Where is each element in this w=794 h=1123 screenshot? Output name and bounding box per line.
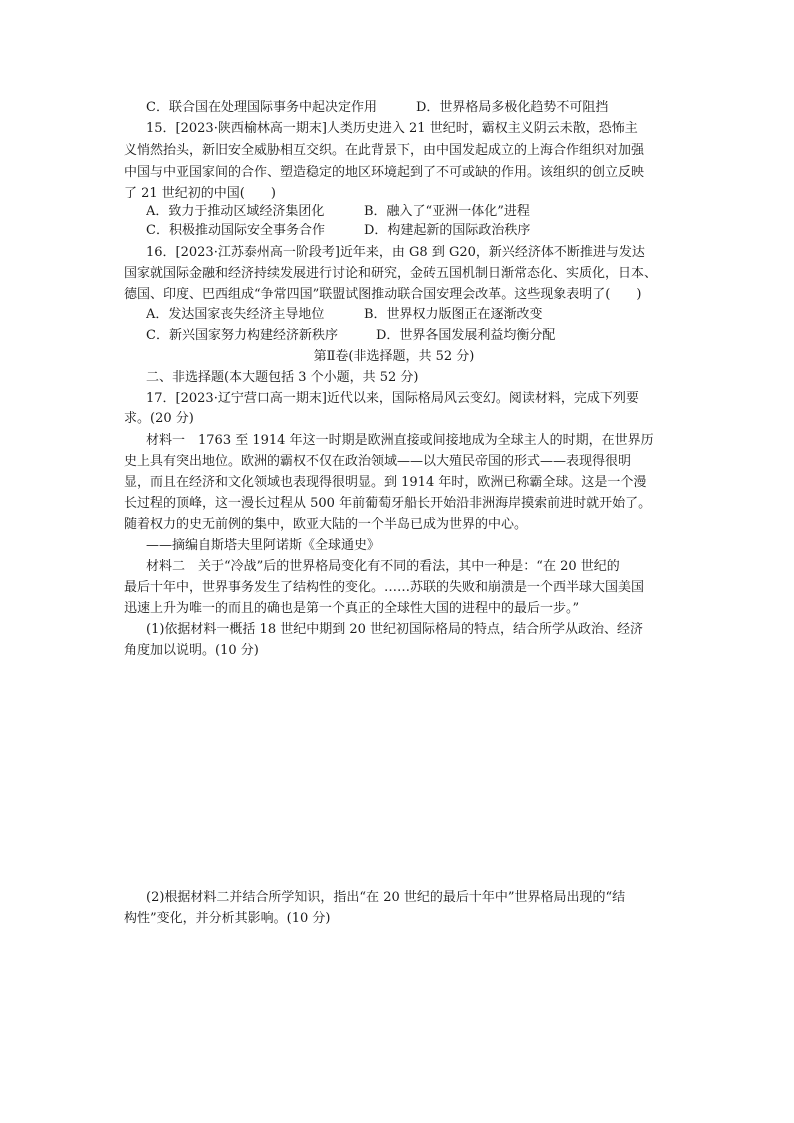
q15-option-c: C．积极推动国际安全事务合作 [146, 223, 325, 238]
q16-option-row-ab [146, 307, 686, 323]
q16-option-a: A．发达国家丧失经济主导地位 [146, 307, 325, 322]
q17-stem-line-1: 17．[2023·辽宁营口高一期末]近代以来，国际格局风云变幻。阅读材料，完成下列要 [146, 391, 639, 406]
q15-stem-line-3: 中国与中亚国家间的合作、塑造稳定的地区环境起到了不可或缺的作用。该组织的创立反映 [124, 165, 645, 180]
section-2-heading: 二、非选择题(本大题包括 3 个小题，共 52 分) [146, 370, 419, 385]
q15-option-b: B．融入了“亚洲一体化”进程 [364, 204, 530, 219]
q16-option-d: D．世界各国发展利益均衡分配 [376, 328, 556, 343]
q17-material-2-line-3: 迅速上升为唯一的而且的确也是第一个真正的全球性大国的进程中的最后一步。” [124, 601, 580, 616]
q15-stem-line-1: 15．[2023·陕西榆林高一期末]人类历史进入 21 世纪时，霸权主义阴云未散，恐怖主 [146, 121, 638, 136]
q15-stem-line-2: 义悄然抬头，新旧安全威胁相互交织。在此背景下，由中国发起成立的上海合作组织对加强 [124, 143, 645, 158]
q17-material-1-line-2: 史上具有突出地位。欧洲的霸权不仅在政治领域——以大殖民帝国的形式——表现得很明 [124, 454, 632, 469]
q17-material-2-line-2: 最后十年中，世界事务发生了结构性的变化。……苏联的失败和崩溃是一个西半球大国美国 [124, 580, 645, 595]
q15-option-row-cd [146, 223, 686, 239]
section-2-title: 第Ⅱ卷(非选择题，共 52 分) [313, 349, 475, 364]
answer-space-2[interactable] [124, 932, 664, 1112]
q14-option-d: D．世界格局多极化趋势不可阻挡 [416, 100, 609, 115]
q15-stem-line-4: 了 21 世纪初的中国( ) [124, 186, 276, 201]
q17-material-1-line-3: 显，而且在经济和文化领域也表现得很明显。到 1914 年时，欧洲已称霸全球。这是一个漫 [124, 475, 647, 490]
q17-material-1-source: ——摘编自斯塔夫里阿诺斯《全球通史》 [146, 538, 381, 553]
q17-material-1-line-5: 随着权力的史无前例的集中，欧亚大陆的一个半岛已成为世界的中心。 [124, 517, 528, 532]
q16-option-c: C．新兴国家努力构建经济新秩序 [146, 328, 338, 343]
q17-sub-2-line-1: (2)根据材料二并结合所学知识，指出“在 20 世纪的最后十年中”世界格局出现的“结 [146, 890, 626, 905]
q14-option-row-cd [146, 100, 686, 116]
q17-sub-2-line-2: 构性”变化，并分析其影响。(10 分) [124, 911, 331, 926]
q14-option-c: C．联合国在处理国际事务中起决定作用 [146, 100, 377, 115]
q15-option-d: D．构建起新的国际政治秩序 [364, 223, 531, 238]
q17-material-1-line-1: 材料一 1763 至 1914 年这一时期是欧洲直接或间接地成为全球主人的时期，在世界历 [146, 433, 654, 448]
q15-option-a: A．致力于推动区域经济集团化 [146, 204, 325, 219]
q17-sub-1-line-1: (1)依据材料一概括 18 世纪中期到 20 世纪初国际格局的特点，结合所学从政治、经济 [146, 622, 644, 637]
q16-stem-line-3: 德国、印度、巴西组成“争常四国”联盟试图推动联合国安理会改革。这些现象表明了( ) [124, 287, 642, 302]
q17-material-1-line-4: 长过程的顶峰，这一漫长过程从 500 年前葡萄牙船长开始沿非洲海岸摸索前进时就开始了。 [124, 496, 652, 511]
q17-stem-line-2: 求。(20 分) [124, 411, 194, 426]
q16-option-b: B．世界权力版图正在逐渐改变 [364, 307, 543, 322]
q16-option-row-cd [146, 328, 686, 344]
q15-option-row-ab [146, 204, 686, 220]
q17-sub-1-line-2: 角度加以说明。(10 分) [124, 643, 259, 658]
q17-material-2-line-1: 材料二 关于“冷战”后的世界格局变化有不同的看法，其中一种是：“在 20 世纪的 [146, 559, 620, 574]
q16-stem-line-1: 16．[2023·江苏泰州高一阶段考]近年来，由 G8 到 G20，新兴经济体不断推进与发达 [146, 245, 645, 260]
answer-space-1[interactable] [124, 662, 664, 880]
q16-stem-line-2: 国家就国际金融和经济持续发展进行讨论和研究，金砖五国机制日渐常态化、实质化，日本、 [124, 266, 658, 281]
